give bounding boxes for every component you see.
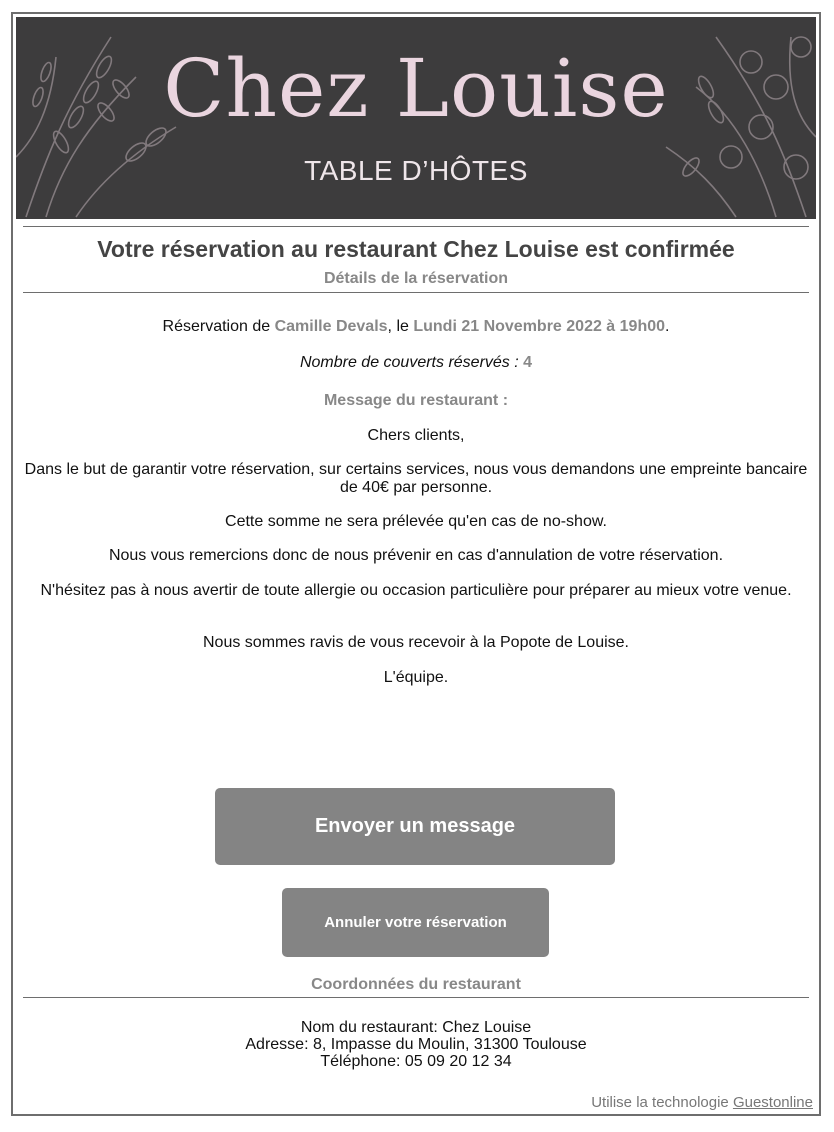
cancel-reservation-button[interactable]: Annuler votre réservation (282, 888, 549, 957)
message-line: L'équipe. (383, 669, 449, 686)
message-line: Cette somme ne sera prélevée qu'en cas de no-show. (225, 513, 607, 530)
email-frame (11, 12, 821, 1116)
details-heading: Détails de la réservation (323, 270, 509, 287)
message-line: Chers clients, (367, 427, 465, 444)
divider (23, 292, 809, 293)
divider (23, 997, 809, 998)
message-line: Dans le but de garantir votre réservation, sur certains services, nous vous demandons une empreinte bancaire de 40€ par personne. (24, 461, 808, 496)
contact-heading: Coordonnées du restaurant (311, 976, 521, 993)
restaurant-tagline: TABLE D’HÔTES (304, 155, 528, 186)
reservation-datetime: Lundi 21 Novembre 2022 à 19h00 (413, 318, 666, 335)
message-line: Nous sommes ravis de vous recevoir à la Popote de Louise. (203, 634, 629, 651)
message-heading: Message du restaurant : (323, 392, 509, 409)
confirmation-title: Votre réservation au restaurant Chez Louise est confirmée (97, 236, 735, 262)
restaurant-banner (16, 17, 816, 219)
guestonline-link[interactable]: Guestonline (732, 1094, 813, 1111)
contact-address: Adresse: 8, Impasse du Moulin, 31300 Toulouse (245, 1036, 587, 1053)
send-message-button[interactable]: Envoyer un message (215, 788, 615, 865)
contact-phone: Téléphone: 05 09 20 12 34 (320, 1053, 512, 1070)
message-line: N'hésitez pas à nous avertir de toute allergie ou occasion particulière pour préparer au mieux votre venue. (40, 582, 792, 599)
divider (23, 226, 809, 227)
covers-count: Nombre de couverts réservés : 4 (299, 354, 533, 371)
reservation-summary: Réservation de Camille Devals, le Lundi 21 Novembre 2022 à 19h00. (162, 318, 670, 335)
message-line: Nous vous remercions donc de nous prévenir en cas d'annulation de votre réservation. (108, 547, 724, 564)
guest-name: Camille Devals (274, 318, 388, 335)
contact-name: Nom du restaurant: Chez Louise (300, 1019, 532, 1036)
restaurant-logo-text: Chez Louise (163, 42, 669, 135)
covers-value: 4 (523, 354, 533, 371)
powered-by-note: Utilise la technologie Guestonline (591, 1094, 813, 1111)
